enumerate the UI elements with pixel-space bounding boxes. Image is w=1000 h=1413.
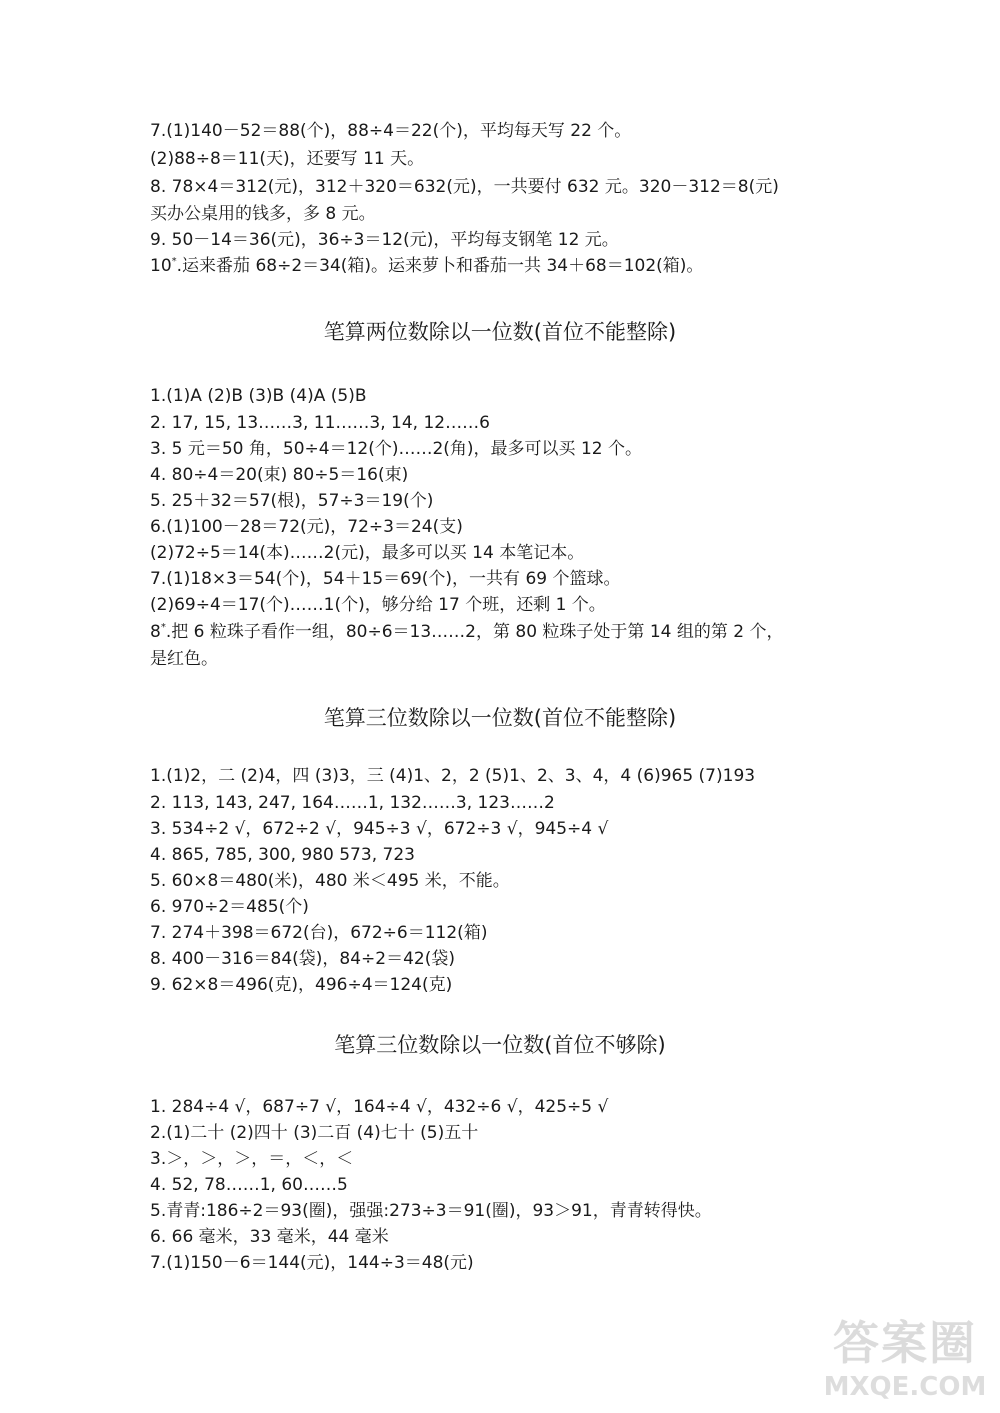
answer-line: 3. 5 元＝50 角，50÷4＝12(个)……2(角)，最多可以买 12 个。 (150, 439, 642, 459)
answer-line: 2. 17, 15, 13……3, 11……3, 14, 12……6 (150, 413, 490, 433)
answer-line: 5. 60×8＝480(米)，480 米＜495 米，不能。 (150, 871, 510, 891)
answer-line: 买办公桌用的钱多，多 8 元。 (150, 204, 376, 224)
answer-text: .运来番茄 68÷2＝34(箱)。运来萝卜和番茄一共 34＋68＝102(箱)。 (176, 256, 704, 276)
answer-line: 9. 50－14＝36(元)，36÷3＝12(元)，平均每支钢笔 12 元。 (150, 230, 619, 250)
section-title: 笔算三位数除以一位数(首位不够除) (334, 1033, 666, 1057)
answer-line: 5.青青:186÷2＝93(圈)，强强:273÷3＝91(圈)，93＞91，青青转得快。 (150, 1201, 712, 1221)
answer-line: 2.(1)二十 (2)四十 (3)二百 (4)七十 (5)五十 (150, 1123, 479, 1143)
answer-line: 7.(1)18×3＝54(个)，54＋15＝69(个)，一共有 69 个篮球。 (150, 569, 621, 589)
answer-line: 6.(1)100－28＝72(元)，72÷3＝24(支) (150, 517, 463, 537)
answer-line: (2)69÷4＝17(个)……1(个)，够分给 17 个班，还剩 1 个。 (150, 595, 606, 615)
answer-line: (2)88÷8＝11(天)，还要写 11 天。 (150, 149, 425, 169)
watermark-url: MXQE.COM (823, 1372, 987, 1402)
answer-line: 1. 284÷4 √，687÷7 √，164÷4 √，432÷6 √，425÷5 √ (150, 1097, 609, 1117)
answer-line: 7.(1)150－6＝144(元)，144÷3＝48(元) (150, 1253, 474, 1273)
answer-line: 1.(1)A (2)B (3)B (4)A (5)B (150, 386, 367, 406)
answer-line: 7.(1)140－52＝88(个)，88÷4＝22(个)，平均每天写 22 个。 (150, 121, 632, 141)
section-title: 笔算三位数除以一位数(首位不能整除) (323, 706, 677, 730)
answer-line: 2. 113, 143, 247, 164……1, 132……3, 123……2 (150, 793, 555, 813)
answer-line: 4. 80÷4＝20(束) 80÷5＝16(束) (150, 465, 409, 485)
question-number: 10 (150, 256, 172, 276)
watermark-title: 答案圈 (833, 1316, 977, 1370)
section-title: 笔算两位数除以一位数(首位不能整除) (323, 320, 677, 344)
answer-line: 6. 66 毫米，33 毫米，44 毫米 (150, 1227, 389, 1247)
answer-line: 8. 400－316＝84(袋)，84÷2＝42(袋) (150, 949, 456, 969)
answer-line: 1.(1)2，二 (2)4，四 (3)3，三 (4)1、2，2 (5)1、2、3、4，4 (6)965 (7)193 (150, 766, 756, 786)
watermark-logo (820, 1310, 990, 1405)
star-mark: * (171, 256, 177, 267)
answer-line: (2)72÷5＝14(本)……2(元)，最多可以买 14 本笔记本。 (150, 543, 585, 563)
answer-text: .把 6 粒珠子看作一组，80÷6＝13……2，第 80 粒珠子处于第 14 组的第 2 个， (165, 622, 784, 642)
answer-line: 9. 62×8＝496(克)，496÷4＝124(克) (150, 975, 453, 995)
answer-line-starred (150, 620, 784, 644)
answer-line: 4. 865, 785, 300, 980 573, 723 (150, 845, 415, 865)
answer-line: 是红色。 (150, 649, 218, 669)
answer-line: 5. 25＋32＝57(根)，57÷3＝19(个) (150, 491, 434, 511)
answer-line-starred (150, 254, 703, 278)
answer-line: 4. 52, 78……1, 60……5 (150, 1175, 348, 1195)
question-number: 8 (150, 622, 161, 642)
answer-line: 8. 78×4＝312(元)，312＋320＝632(元)，一共要付 632 元。320－312＝8(元) (150, 177, 779, 197)
answer-line: 6. 970÷2＝485(个) (150, 897, 309, 917)
star-mark: * (160, 622, 166, 633)
answer-line: 7. 274＋398＝672(台)，672÷6＝112(箱) (150, 923, 488, 943)
answer-line: 3. 534÷2 √，672÷2 √，945÷3 √，672÷3 √，945÷4 √ (150, 819, 609, 839)
answer-line: 3.＞，＞，＞，＝，＜，＜ (150, 1149, 354, 1169)
